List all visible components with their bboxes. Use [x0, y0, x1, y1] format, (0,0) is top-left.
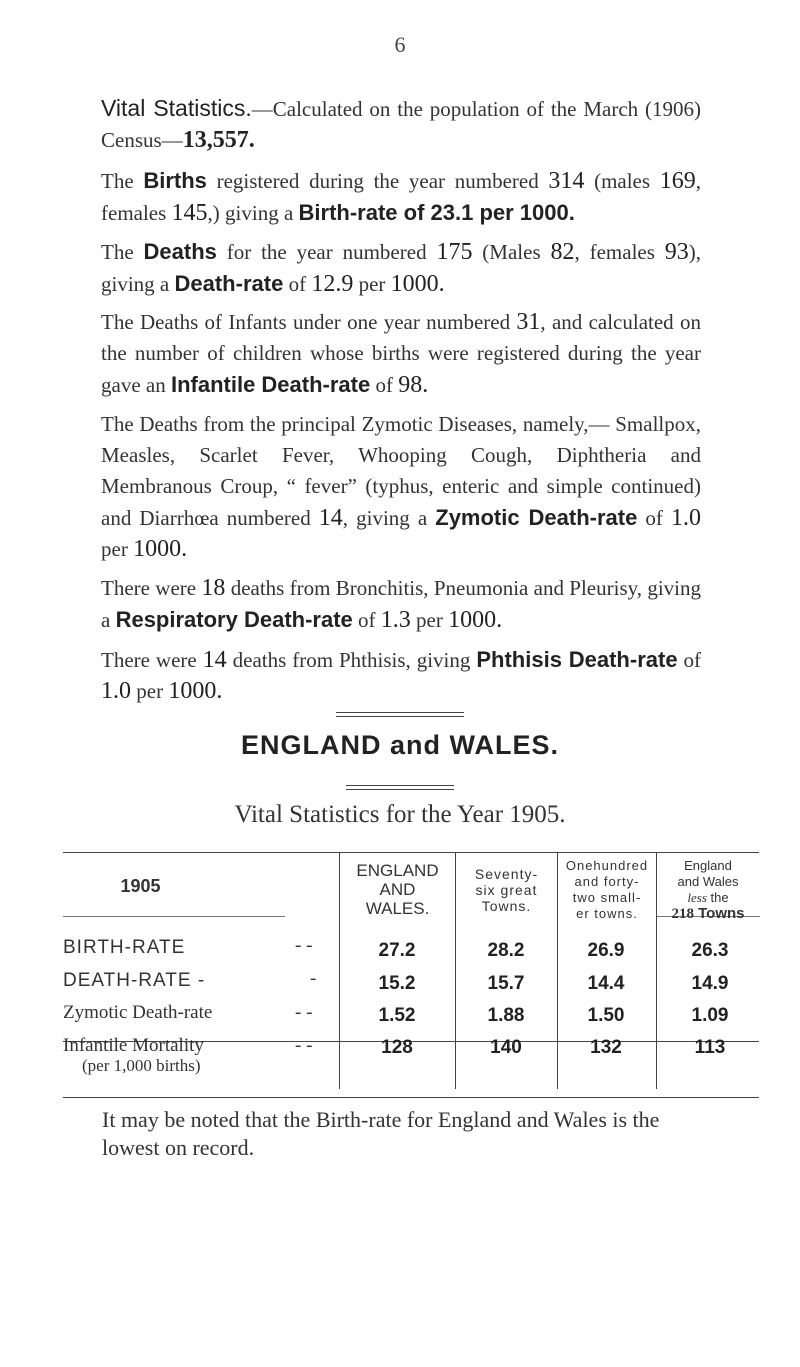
year-header: 1905: [120, 876, 161, 896]
header-line: Onehundred: [565, 858, 649, 873]
text: , females: [574, 240, 665, 264]
table-cell: 15.2: [378, 973, 416, 994]
text: per: [410, 608, 449, 632]
header-line: England: [684, 858, 732, 873]
header-line: and forty-: [574, 874, 640, 889]
header-great-towns: [456, 866, 557, 914]
text: , and calculated on the number of children whose births were registered during the year gave an: [101, 310, 701, 397]
header-line: Seventy-: [474, 866, 539, 882]
per-thousand: 1000.: [390, 271, 445, 297]
row-label-sub: (per 1,000 births): [82, 1056, 201, 1075]
text: of: [677, 648, 702, 672]
death-rate-heading: Death-rate: [174, 271, 284, 296]
footnote: It may be noted that the Birth-rate for England and Wales is the lowest on record.: [102, 1107, 660, 1160]
header-line: er towns.: [576, 906, 638, 921]
row-leader: - -: [295, 1035, 313, 1056]
table-final-rule: [63, 1097, 759, 1098]
row-label: Zymotic Death-rate: [63, 1002, 213, 1023]
text: for the year numbered: [216, 240, 437, 264]
header-smaller-towns: [558, 858, 656, 922]
table-cell: 15.7: [487, 973, 525, 994]
paragraph-births: [101, 165, 701, 229]
deaths-females: 93: [664, 239, 689, 265]
text: of: [283, 272, 312, 296]
header-number: 218: [671, 906, 694, 922]
text: registered during the year numbered: [206, 169, 549, 193]
table-cell: 14.4: [587, 973, 625, 994]
table-cell: 1.50: [587, 1005, 625, 1026]
table-cell: 132: [590, 1037, 622, 1058]
deaths-heading: Deaths: [143, 239, 217, 264]
zymotic-death-rate-value: 1.0: [670, 505, 701, 531]
respiratory-deaths-total: 18: [201, 575, 226, 601]
phthisis-deaths-total: 14: [202, 647, 227, 673]
paragraph-zymotic: [101, 409, 701, 565]
births-heading: Births: [143, 168, 207, 193]
text: , females: [101, 169, 701, 225]
paragraph-vital-statistics: [101, 93, 701, 156]
paragraph-deaths: [101, 236, 701, 300]
header-word: the: [706, 890, 729, 905]
table-cell: 26.3: [691, 940, 729, 961]
infant-deaths-total: 31: [516, 309, 541, 335]
infantile-death-rate-heading: Infantile Death-rate: [170, 372, 371, 397]
bottom-double-rule: [346, 785, 454, 790]
vital-statistics-heading: Vital Statistics.: [101, 95, 252, 121]
header-underline: [63, 916, 285, 917]
text: of: [370, 373, 399, 397]
census-text: —Calculated on the population of the March (1906) Census—: [101, 97, 701, 152]
row-leader: - -: [295, 935, 313, 956]
phthisis-death-rate-heading: Phthisis Death-rate: [476, 647, 678, 672]
text: deaths from Bronchitis, Pneumonia and Pleurisy, giving a: [101, 576, 701, 632]
text: The: [101, 169, 144, 193]
header-england-wales: [340, 861, 455, 918]
header-line: WALES.: [365, 899, 430, 918]
header-line: two small-: [572, 890, 642, 905]
table-subtitle: Vital Statistics for the Year 1905.: [234, 801, 566, 828]
row-label: BIRTH-RATE: [63, 937, 186, 958]
respiratory-death-rate-value: 1.3: [380, 607, 411, 633]
header-line: Towns.: [481, 898, 532, 914]
header-line: [657, 906, 759, 922]
zymotic-deaths-total: 14: [318, 505, 343, 531]
text: of: [352, 608, 381, 632]
table-cell: 128: [381, 1037, 413, 1058]
text: (Males: [472, 240, 551, 264]
births-total: 314: [548, 168, 585, 194]
page-number: 6: [394, 32, 406, 57]
row-label: Infantile Mortality: [63, 1035, 204, 1056]
deaths-total: 175: [436, 239, 473, 265]
text: (males: [584, 169, 660, 193]
text: ,) giving a: [207, 201, 299, 225]
top-double-rule: [336, 712, 464, 717]
table-cell: 1.09: [691, 1005, 729, 1026]
per-thousand: 1000.: [133, 536, 188, 562]
population-value: 13,557.: [182, 127, 255, 153]
row-label: DEATH-RATE -: [63, 970, 206, 991]
births-males: 169: [659, 168, 696, 194]
table-cell: 113: [694, 1037, 726, 1058]
table-cell: 1.52: [378, 1005, 416, 1026]
header-line: six great: [475, 882, 538, 898]
england-wales-title: ENGLAND and WALES.: [240, 730, 559, 760]
death-rate-value: 12.9: [311, 271, 354, 297]
paragraph-phthisis: [101, 644, 701, 707]
infantile-death-rate-value: 98.: [398, 372, 429, 398]
header-line: and Wales: [677, 874, 739, 889]
text: The Deaths from the principal Zymotic Diseases, namely,— Smallpox, Measles, Scarlet Fever, Whooping Cough, Diphtheria and Membranous Croup, “ fever” (typhus, enteric and simple continued) and Diarrhœa numbered: [101, 412, 701, 530]
table-cell: 26.9: [587, 940, 625, 961]
table-cell: 140: [490, 1037, 522, 1058]
header-less-218-towns: [657, 858, 759, 922]
table-cell: 14.9: [691, 973, 729, 994]
paragraph-respiratory: [101, 573, 701, 636]
table-cell: 28.2: [487, 940, 525, 961]
paragraph-infant-deaths: [101, 307, 701, 401]
zymotic-death-rate-heading: Zymotic Death-rate: [435, 505, 638, 530]
header-word: Towns: [693, 905, 745, 922]
text: of: [637, 506, 671, 530]
phthisis-death-rate-value: 1.0: [101, 678, 131, 704]
table-top-rule: [63, 852, 759, 853]
text: deaths from Phthisis, giving: [226, 648, 477, 672]
header-italic: less: [687, 890, 707, 905]
text: per: [131, 679, 169, 703]
table-cell: 1.88: [487, 1005, 525, 1026]
text: There were: [101, 648, 203, 672]
per-thousand: 1000.: [448, 607, 503, 633]
table-cell: 27.2: [378, 940, 416, 961]
text: ), giving a: [101, 240, 702, 296]
header-line: AND: [379, 880, 416, 899]
text: per: [353, 272, 391, 296]
text: , giving a: [342, 506, 436, 530]
header-line: ENGLAND: [356, 861, 439, 880]
text: There were: [101, 576, 202, 600]
birth-rate-value: Birth-rate of 23.1 per 1000.: [298, 200, 575, 225]
text: per: [101, 537, 134, 561]
respiratory-death-rate-heading: Respiratory Death-rate: [115, 607, 353, 632]
header-line: [657, 890, 759, 906]
per-thousand: 1000.: [168, 678, 223, 704]
row-leader: -: [310, 968, 317, 989]
row-leader: - -: [295, 1002, 313, 1023]
text: The: [101, 240, 144, 264]
text: The Deaths of Infants under one year numbered: [101, 310, 517, 334]
deaths-males: 82: [550, 239, 575, 265]
births-females: 145: [171, 200, 208, 226]
